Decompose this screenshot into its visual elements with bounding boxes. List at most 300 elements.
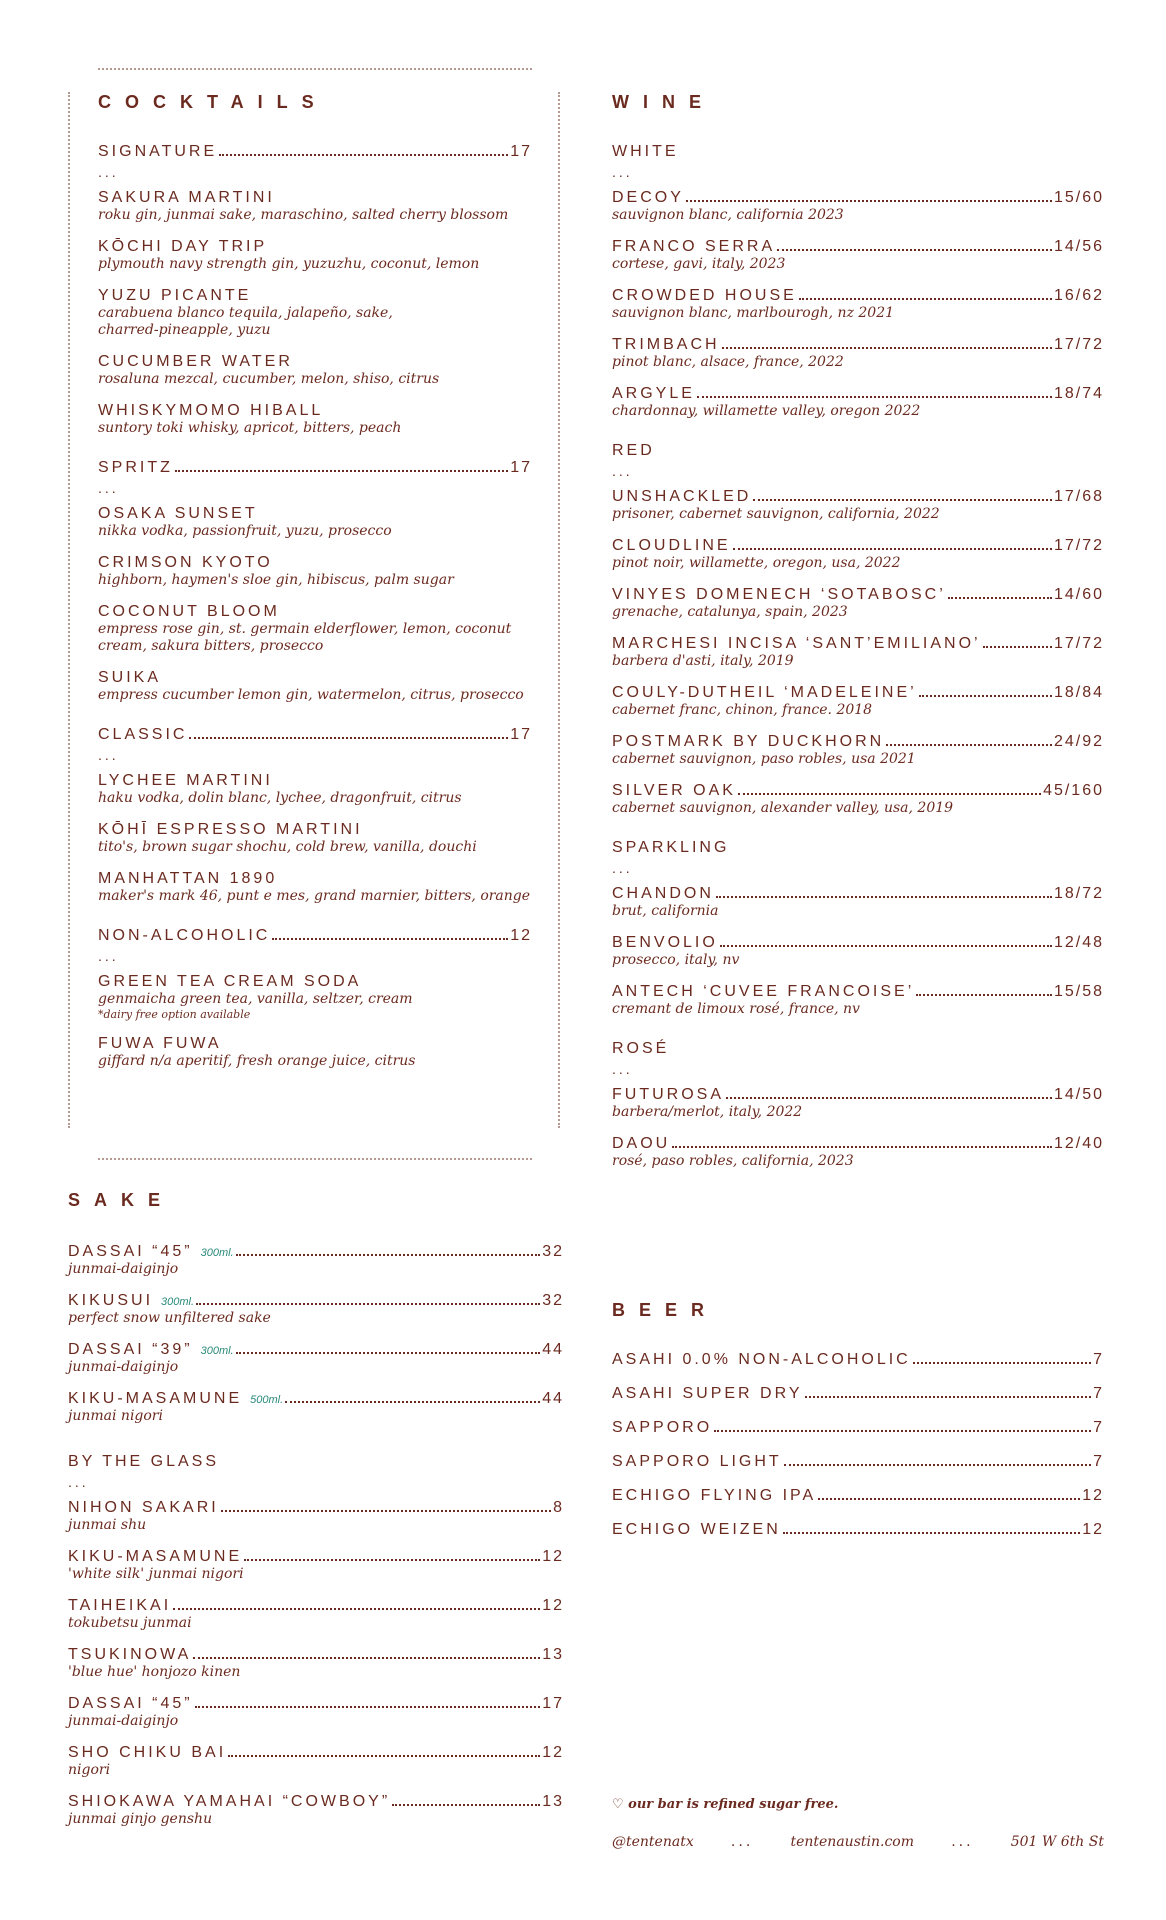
menu-item-description: highborn, haymen's sloe gin, hibiscus, palm sugar [98, 572, 454, 588]
beer-item [612, 1453, 1104, 1471]
menu-item-description: empress cucumber lemon gin, watermelon, citrus, prosecco [98, 687, 524, 703]
menu-item [98, 505, 532, 540]
menu-item [612, 385, 1104, 420]
cocktails-top-divider [98, 68, 532, 70]
beer-item-name: SAPPORO [612, 1419, 713, 1436]
beer-item-name: ECHIGO FLYING IPA [612, 1487, 817, 1504]
menu-item-name: WHISKYMOMO HIBALL [98, 402, 324, 419]
menu-item-row [612, 336, 1104, 354]
menu-item-row [612, 934, 1104, 952]
menu-item-name: ARGYLE [612, 385, 695, 402]
wine-group-heading [612, 442, 1104, 460]
dot-leader [948, 597, 1052, 599]
menu-item [98, 353, 532, 388]
dot-leader [285, 1401, 540, 1403]
menu-item-description: junmai shu [68, 1517, 147, 1533]
menu-item-name: YUZU PICANTE [98, 287, 252, 304]
menu-item [68, 1695, 564, 1730]
dot-leader [799, 298, 1052, 300]
menu-item [612, 684, 1104, 719]
menu-item-description: nikka vodka, passionfruit, yuzu, prosecco [98, 523, 392, 539]
menu-item-name: DECOY [612, 189, 684, 206]
cocktail-group-price: 17 [510, 143, 532, 160]
menu-item [98, 669, 532, 704]
dot-leader [886, 744, 1052, 746]
cocktail-group-name: SPRITZ [98, 459, 173, 476]
menu-item-row [98, 353, 532, 371]
menu-item-description: chardonnay, willamette valley, oregon 2022 [612, 403, 921, 419]
menu-item-name: DASSAI “45” [68, 1243, 193, 1260]
menu-item-price: 8 [553, 1499, 564, 1516]
cocktail-group-price: 17 [510, 459, 532, 476]
dot-leader [913, 1362, 1091, 1364]
wine-group-name: WHITE [612, 143, 679, 160]
menu-item [68, 1390, 564, 1425]
menu-item-name: VINYES DOMENECH ‘SOTABOSC’ [612, 586, 946, 603]
menu-item-description: perfect snow unfiltered sake [68, 1310, 271, 1326]
menu-item [98, 870, 532, 905]
cocktail-group-heading [98, 927, 532, 945]
cocktail-group [98, 459, 532, 704]
instagram-handle[interactable]: @tentenatx [612, 1834, 694, 1850]
menu-item [612, 189, 1104, 224]
menu-item [98, 287, 532, 339]
menu-item [98, 603, 532, 655]
menu-item-name: CHANDON [612, 885, 714, 902]
menu-item [612, 1086, 1104, 1121]
menu-item-description-line2: cream, sakura bitters, prosecco [98, 638, 324, 654]
menu-item-name: SAKURA MARTINI [98, 189, 275, 206]
menu-item-description: roku gin, junmai sake, maraschino, salted cherry blossom [98, 207, 509, 223]
beer-item-name: ECHIGO WEIZEN [612, 1521, 781, 1538]
menu-item-name: CROWDED HOUSE [612, 287, 797, 304]
menu-item-name: GREEN TEA CREAM SODA [98, 973, 362, 990]
menu-item [612, 336, 1104, 371]
menu-item-name: DASSAI “39” [68, 1341, 193, 1358]
menu-item-row [68, 1341, 564, 1359]
beer-item-price: 12 [1082, 1487, 1104, 1504]
menu-item-price: 13 [542, 1646, 564, 1663]
wine-group-ellipsis: ... [612, 164, 633, 180]
menu-item-price: 45/160 [1043, 782, 1104, 799]
menu-item-name: BENVOLIO [612, 934, 718, 951]
menu-item-description: tokubetsu junmai [68, 1615, 192, 1631]
menu-item-row [612, 287, 1104, 305]
wine-group-ellipsis: ... [612, 1061, 633, 1077]
wine-group-name: ROSÉ [612, 1040, 670, 1057]
dot-leader [173, 1608, 540, 1610]
cocktail-group-ellipsis: ... [98, 164, 119, 180]
menu-item-name: CRIMSON KYOTO [98, 554, 273, 571]
menu-item-row [98, 870, 532, 888]
wine-group-ellipsis: ... [612, 860, 633, 876]
cocktail-group [98, 143, 532, 437]
wine-group-heading [612, 839, 1104, 857]
menu-item-row [68, 1793, 564, 1811]
menu-item-row [68, 1646, 564, 1664]
dot-leader [983, 646, 1052, 648]
menu-item [98, 238, 532, 273]
menu-item-description: carabuena blanco tequila, jalapeño, sake, [98, 305, 393, 321]
dot-leader [236, 1352, 541, 1354]
menu-item [612, 238, 1104, 273]
menu-item-row [98, 973, 532, 991]
dot-leader [783, 1532, 1080, 1534]
dot-leader [219, 154, 508, 156]
menu-item-description: plymouth navy strength gin, yuzuzhu, coconut, lemon [98, 256, 480, 272]
menu-item-price: 18/74 [1053, 385, 1104, 402]
menu-item-description-line2: charred-pineapple, yuzu [98, 322, 271, 338]
menu-item [98, 772, 532, 807]
menu-item-name: LYCHEE MARTINI [98, 772, 273, 789]
menu-item-note: *dairy free option available [98, 1008, 251, 1021]
cocktail-group-heading [98, 143, 532, 161]
menu-item-name: KIKU-MASAMUNE [68, 1548, 243, 1565]
cocktail-group-name: CLASSIC [98, 726, 188, 743]
beer-item-price: 7 [1093, 1385, 1104, 1402]
menu-item-description: 'blue hue' honjozo kinen [68, 1664, 241, 1680]
beer-item-price: 7 [1093, 1453, 1104, 1470]
cocktails-bottom-divider [98, 1158, 532, 1160]
menu-item-name: UNSHACKLED [612, 488, 752, 505]
menu-item [612, 782, 1104, 817]
wine-title: WINE [612, 92, 715, 112]
menu-item [612, 488, 1104, 523]
menu-item-description: cabernet sauvignon, paso robles, usa 2021 [612, 751, 916, 767]
dot-leader [686, 200, 1052, 202]
menu-item-description: junmai ginjo genshu [68, 1811, 213, 1827]
menu-item-row [612, 586, 1104, 604]
menu-item-row [612, 189, 1104, 207]
beer-item [612, 1521, 1104, 1539]
menu-item-name: KIKU-MASAMUNE [68, 1390, 243, 1407]
menu-item-row [98, 821, 532, 839]
cocktail-group-heading [98, 726, 532, 744]
dot-leader [175, 470, 508, 472]
menu-item-description: sauvignon blanc, marlbourogh, nz 2021 [612, 305, 895, 321]
beer-item-price: 7 [1093, 1419, 1104, 1436]
menu-item-name: SHO CHIKU BAI [68, 1744, 227, 1761]
dot-leader [726, 1097, 1052, 1099]
menu-item-row [98, 603, 532, 621]
beer-item-name: SAPPORO LIGHT [612, 1453, 782, 1470]
menu-item-description: suntory toki whisky, apricot, bitters, peach [98, 420, 402, 436]
menu-item-name: TAIHEIKAI [68, 1597, 172, 1614]
menu-item-description: brut, california [612, 903, 719, 919]
dot-leader [272, 938, 508, 940]
dot-leader [818, 1498, 1080, 1500]
menu-item-description: 'white silk' junmai nigori [68, 1566, 244, 1582]
menu-item-price: 14/56 [1053, 238, 1104, 255]
cocktails-right-border [558, 92, 560, 1128]
menu-item-row [98, 402, 532, 420]
dot-leader [196, 1303, 540, 1305]
menu-item [98, 554, 532, 589]
beer-item-name: ASAHI SUPER DRY [612, 1385, 803, 1402]
menu-item-description: junmai nigori [68, 1408, 163, 1424]
menu-item-description: barbera/merlot, italy, 2022 [612, 1104, 803, 1120]
menu-item-name: NIHON SAKARI [68, 1499, 219, 1516]
wine-group-ellipsis: ... [612, 463, 633, 479]
menu-item-row [98, 554, 532, 572]
menu-item-row [612, 684, 1104, 702]
dot-leader [805, 1396, 1092, 1398]
cocktails-left-border [68, 92, 70, 1128]
menu-item-row [98, 189, 532, 207]
menu-item-price: 12 [542, 1597, 564, 1614]
menu-item [68, 1548, 564, 1583]
cocktails-section [98, 92, 532, 1092]
menu-item-description: rosaluna mezcal, cucumber, melon, shiso, citrus [98, 371, 440, 387]
dot-leader [777, 249, 1052, 251]
wine-group-name: RED [612, 442, 655, 459]
menu-item-name: CUCUMBER WATER [98, 353, 293, 370]
menu-item-row [98, 505, 532, 523]
menu-item-row [612, 238, 1104, 256]
bottle-size: 300ml. [161, 1296, 195, 1308]
menu-item [68, 1341, 564, 1376]
menu-item-description: rosé, paso robles, california, 2023 [612, 1153, 854, 1169]
menu-item-description: sauvignon blanc, california 2023 [612, 207, 844, 223]
menu-item [68, 1646, 564, 1681]
menu-item-name: MANHATTAN 1890 [98, 870, 278, 887]
menu-item-price: 17/72 [1053, 635, 1104, 652]
cocktails-title: COCKTAILS [98, 92, 328, 112]
menu-item-price: 15/58 [1053, 983, 1104, 1000]
menu-item-description: junmai-daiginjo [68, 1261, 179, 1277]
dot-leader [784, 1464, 1091, 1466]
menu-item-row [612, 1086, 1104, 1104]
dot-leader [236, 1254, 541, 1256]
menu-item-description: grenache, catalunya, spain, 2023 [612, 604, 848, 620]
menu-item-description: cabernet sauvignon, alexander valley, usa, 2019 [612, 800, 954, 816]
menu-item-price: 12 [542, 1548, 564, 1565]
menu-item-row [98, 1035, 532, 1053]
cocktail-group-price: 17 [510, 726, 532, 743]
menu-item [98, 821, 532, 856]
menu-item-row [68, 1390, 564, 1408]
by-the-glass-heading: BY THE GLASS [68, 1453, 220, 1470]
menu-item [612, 537, 1104, 572]
menu-item-price: 12/40 [1053, 1135, 1104, 1152]
menu-item-price: 16/62 [1053, 287, 1104, 304]
menu-item-row [612, 1135, 1104, 1153]
sugar-free-note: ♡ our bar is refined sugar free. [612, 1797, 839, 1812]
wine-section [612, 92, 1104, 1192]
dot-leader [189, 737, 508, 739]
menu-item [612, 934, 1104, 969]
wine-group [612, 1040, 1104, 1170]
wine-group-name: SPARKLING [612, 839, 730, 856]
menu-item-name: SILVER OAK [612, 782, 736, 799]
menu-item-description: pinot blanc, alsace, france, 2022 [612, 354, 844, 370]
menu-item [612, 885, 1104, 920]
menu-item-description: barbera d'asti, italy, 2019 [612, 653, 794, 669]
dot-leader [228, 1755, 540, 1757]
cocktail-group-name: NON-ALCOHOLIC [98, 927, 271, 944]
cocktail-group-ellipsis: ... [98, 948, 119, 964]
menu-item-description: genmaicha green tea, vanilla, seltzer, cream [98, 991, 413, 1007]
wine-group-heading [612, 143, 1104, 161]
menu-item [612, 1135, 1104, 1170]
menu-item-row [612, 885, 1104, 903]
menu-item-name: POSTMARK BY DUCKHORN [612, 733, 885, 750]
menu-item [68, 1744, 564, 1779]
dot-leader [916, 994, 1052, 996]
menu-item-row [68, 1744, 564, 1762]
beer-section [612, 1300, 1104, 1555]
dot-leader [733, 548, 1052, 550]
menu-item-row [68, 1597, 564, 1615]
menu-item [612, 287, 1104, 322]
menu-item [98, 973, 532, 1021]
beer-item [612, 1487, 1104, 1505]
menu-item-description: prosecco, italy, nv [612, 952, 740, 968]
menu-item [68, 1793, 564, 1828]
dot-leader [720, 945, 1052, 947]
menu-item-name: SHIOKAWA YAMAHAI “COWBOY” [68, 1793, 391, 1810]
menu-item-row [98, 287, 532, 305]
menu-item-name: FRANCO SERRA [612, 238, 776, 255]
menu-item-price: 17/68 [1053, 488, 1104, 505]
menu-item [612, 586, 1104, 621]
cocktail-group-name: SIGNATURE [98, 143, 218, 160]
footer-separator: ... [951, 1834, 974, 1850]
menu-item-name: FUTUROSA [612, 1086, 724, 1103]
menu-item-name: DAOU [612, 1135, 671, 1152]
beer-title: BEER [612, 1300, 719, 1320]
menu-item-price: 17/72 [1053, 537, 1104, 554]
dot-leader [221, 1510, 551, 1512]
menu-item-price: 32 [542, 1292, 564, 1309]
footer [612, 1834, 1104, 1850]
address: 501 W 6th St [1010, 1834, 1104, 1850]
menu-item-row [612, 488, 1104, 506]
wine-group [612, 839, 1104, 1018]
menu-item-price: 12/48 [1053, 934, 1104, 951]
dot-leader [697, 396, 1052, 398]
menu-item-name: MARCHESI INCISA ‘SANT’EMILIANO’ [612, 635, 981, 652]
bottle-size: 300ml. [200, 1247, 234, 1259]
menu-item-description: cortese, gavi, italy, 2023 [612, 256, 786, 272]
menu-item-row [68, 1695, 564, 1713]
menu-item-row [612, 385, 1104, 403]
menu-item-name: SUIKA [98, 669, 162, 686]
menu-item-description: cremant de limoux rosé, france, nv [612, 1001, 860, 1017]
menu-item [68, 1597, 564, 1632]
menu-item-price: 44 [542, 1390, 564, 1407]
menu-item [98, 189, 532, 224]
menu-item-row [68, 1243, 564, 1261]
menu-item-row [612, 537, 1104, 555]
cocktail-group-ellipsis: ... [98, 747, 119, 763]
dot-leader [738, 793, 1041, 795]
cocktail-group-price: 12 [510, 927, 532, 944]
menu-item-price: 17 [542, 1695, 564, 1712]
dot-leader [714, 1430, 1091, 1432]
menu-item-price: 32 [542, 1243, 564, 1260]
menu-item-name: TSUKINOWA [68, 1646, 192, 1663]
menu-item-price: 14/50 [1053, 1086, 1104, 1103]
menu-item-name: TRIMBACH [612, 336, 720, 353]
menu-item-row [98, 238, 532, 256]
menu-item-description: pinot noir, willamette, oregon, usa, 2022 [612, 555, 901, 571]
beer-item-price: 12 [1082, 1521, 1104, 1538]
menu-item-price: 44 [542, 1341, 564, 1358]
dot-leader [244, 1559, 540, 1561]
menu-item-name: KIKUSUI [68, 1292, 154, 1309]
beer-item-price: 7 [1093, 1351, 1104, 1368]
menu-item-price: 24/92 [1053, 733, 1104, 750]
menu-item [612, 983, 1104, 1018]
dot-leader [672, 1146, 1052, 1148]
dot-leader [193, 1657, 540, 1659]
bottle-size: 500ml. [250, 1394, 284, 1406]
menu-item [68, 1499, 564, 1534]
menu-item [98, 1035, 532, 1070]
menu-item-name: OSAKA SUNSET [98, 505, 258, 522]
website-link[interactable]: tentenaustin.com [790, 1834, 914, 1850]
cocktail-group-heading [98, 459, 532, 477]
menu-item-row [68, 1499, 564, 1517]
menu-item [98, 402, 532, 437]
dot-leader [392, 1804, 540, 1806]
dot-leader [195, 1706, 541, 1708]
menu-item-price: 12 [542, 1744, 564, 1761]
dot-leader [722, 347, 1052, 349]
menu-item-name: KŌHĪ ESPRESSO MARTINI [98, 821, 363, 838]
dot-leader [753, 499, 1052, 501]
menu-item [612, 733, 1104, 768]
cocktail-group [98, 927, 532, 1070]
wine-group [612, 143, 1104, 420]
menu-item-price: 13 [542, 1793, 564, 1810]
menu-item-price: 18/72 [1053, 885, 1104, 902]
menu-item-name: CLOUDLINE [612, 537, 731, 554]
menu-item-price: 17/72 [1053, 336, 1104, 353]
menu-item-row [98, 669, 532, 687]
menu-item-description: prisoner, cabernet sauvignon, california, 2022 [612, 506, 940, 522]
beer-item [612, 1385, 1104, 1403]
footer-separator: ... [730, 1834, 754, 1850]
menu-item [68, 1292, 564, 1327]
menu-item-price: 18/84 [1053, 684, 1104, 701]
menu-item-price: 15/60 [1053, 189, 1104, 206]
menu-item-name: COCONUT BLOOM [98, 603, 280, 620]
wine-group-heading [612, 1040, 1104, 1058]
menu-item-description: maker's mark 46, punt e mes, grand marnier, bitters, orange [98, 888, 531, 904]
dot-leader [716, 896, 1052, 898]
menu-item-name: DASSAI “45” [68, 1695, 193, 1712]
menu-item-row [612, 635, 1104, 653]
menu-item-description: empress rose gin, st. germain elderflower, lemon, coconut [98, 621, 512, 637]
menu-item-row [612, 733, 1104, 751]
menu-item-name: ANTECH ‘CUVEE FRANCOISE’ [612, 983, 915, 1000]
menu-item-description: nigori [68, 1762, 111, 1778]
beer-item-name: ASAHI 0.0% NON-ALCOHOLIC [612, 1351, 911, 1368]
menu-item [612, 635, 1104, 670]
menu-item-name: FUWA FUWA [98, 1035, 222, 1052]
menu-item-description: giffard n/a aperitif, fresh orange juice, citrus [98, 1053, 416, 1069]
menu-item [68, 1243, 564, 1278]
beer-item [612, 1419, 1104, 1437]
cocktail-group [98, 726, 532, 905]
menu-item-row [612, 782, 1104, 800]
menu-item-row [68, 1292, 564, 1310]
menu-item-row [612, 983, 1104, 1001]
menu-item-description: haku vodka, dolin blanc, lychee, dragonfruit, citrus [98, 790, 462, 806]
bottle-size: 300ml. [200, 1345, 234, 1357]
